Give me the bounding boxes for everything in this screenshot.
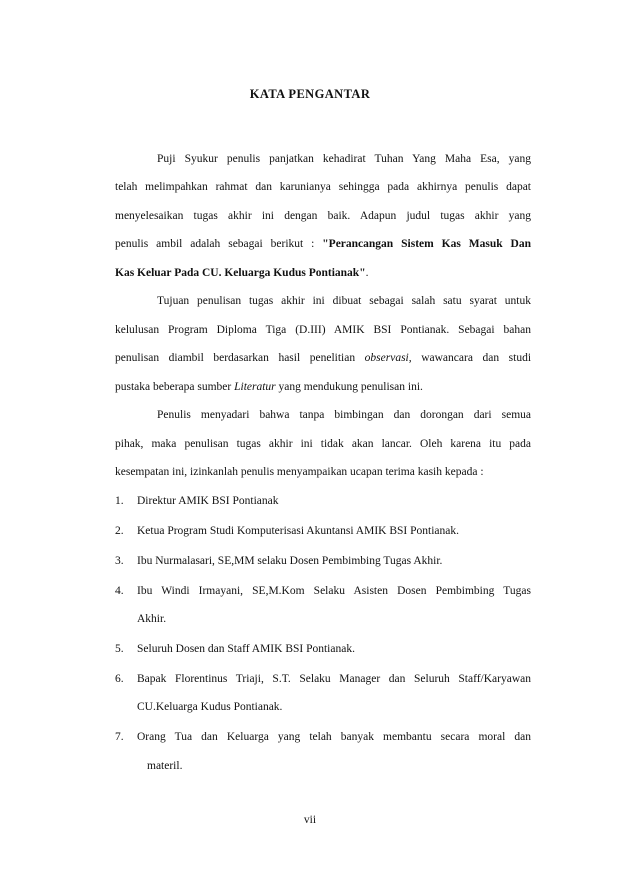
thesis-title-part1: "Perancangan Sistem Kas Masuk Dan <box>322 238 531 250</box>
para3-line1: Penulis menyadari bahwa tanpa bimbingan dan dorongan dari semua <box>157 409 531 421</box>
para3-line3: kesempatan ini, izinkanlah penulis menyampaikan ucapan terima kasih kepada : <box>115 466 484 478</box>
list-item: Ibu Windi Irmayani, SE,M.Kom Selaku Asisten Dosen Pembimbing Tugas <box>137 585 531 597</box>
list-item: Seluruh Dosen dan Staff AMIK BSI Pontianak. <box>137 643 355 655</box>
para2-line3-b: wawancara dan studi <box>421 352 532 364</box>
para1-line3: menyelesaikan tugas akhir ini dengan baik. Adapun judul tugas akhir yang <box>115 210 531 222</box>
para2-line2: kelulusan Program Diploma Tiga (D.III) AMIK BSI Pontianak. Sebagai bahan <box>115 324 531 336</box>
list-item-continuation: Akhir. <box>137 613 167 625</box>
para1-line5 <box>115 266 368 280</box>
list-item-continuation: materil. <box>147 760 183 772</box>
page-number: vii <box>303 814 317 826</box>
list-item: Orang Tua dan Keluarga yang telah banyak membantu secara moral dan <box>137 731 531 743</box>
list-number: 4. <box>115 585 124 597</box>
list-number: 7. <box>115 731 124 743</box>
list-item: Ibu Nurmalasari, SE,MM selaku Dosen Pembimbing Tugas Akhir. <box>137 555 443 567</box>
para2-literatur: Literatur <box>234 381 276 393</box>
para1-line4 <box>115 237 531 251</box>
para2-line4-b: yang mendukung penulisan ini. <box>278 381 423 393</box>
list-number: 1. <box>115 495 124 507</box>
para1-line1: Puji Syukur penulis panjatkan kehadirat Tuhan Yang Maha Esa, yang <box>157 153 531 165</box>
para2-observasi: observasi, <box>364 352 412 364</box>
para1-line2: telah melimpahkan rahmat dan karunianya sehingga pada akhirnya penulis dapat <box>115 181 531 193</box>
list-number: 2. <box>115 525 124 537</box>
para2-line4 <box>115 380 423 394</box>
list-item: Ketua Program Studi Komputerisasi Akuntansi AMIK BSI Pontianak. <box>137 525 459 537</box>
list-number: 3. <box>115 555 124 567</box>
para2-line3-a: penulisan diambil berdasarkan hasil penelitian <box>115 352 356 364</box>
para2-line4-a: pustaka beberapa sumber <box>115 381 232 393</box>
para3-line2: pihak, maka penulisan tugas akhir ini tidak akan lancar. Oleh karena itu pada <box>115 438 531 450</box>
list-item: Direktur AMIK BSI Pontianak <box>137 495 279 507</box>
para1-line4-text: penulis ambil adalah sebagai berikut : <box>115 238 315 250</box>
para2-line1: Tujuan penulisan tugas akhir ini dibuat sebagai salah satu syarat untuk <box>157 295 531 307</box>
page-title: KATA PENGANTAR <box>249 87 371 101</box>
thesis-title-part2: Kas Keluar Pada CU. Keluarga Kudus Pontianak" <box>115 267 366 279</box>
list-number: 5. <box>115 643 124 655</box>
para1-line5-end: . <box>365 267 369 279</box>
list-number: 6. <box>115 673 124 685</box>
para2-line3 <box>115 351 531 365</box>
list-item-continuation: CU.Keluarga Kudus Pontianak. <box>137 701 283 713</box>
list-item: Bapak Florentinus Triaji, S.T. Selaku Manager dan Seluruh Staff/Karyawan <box>137 673 531 685</box>
